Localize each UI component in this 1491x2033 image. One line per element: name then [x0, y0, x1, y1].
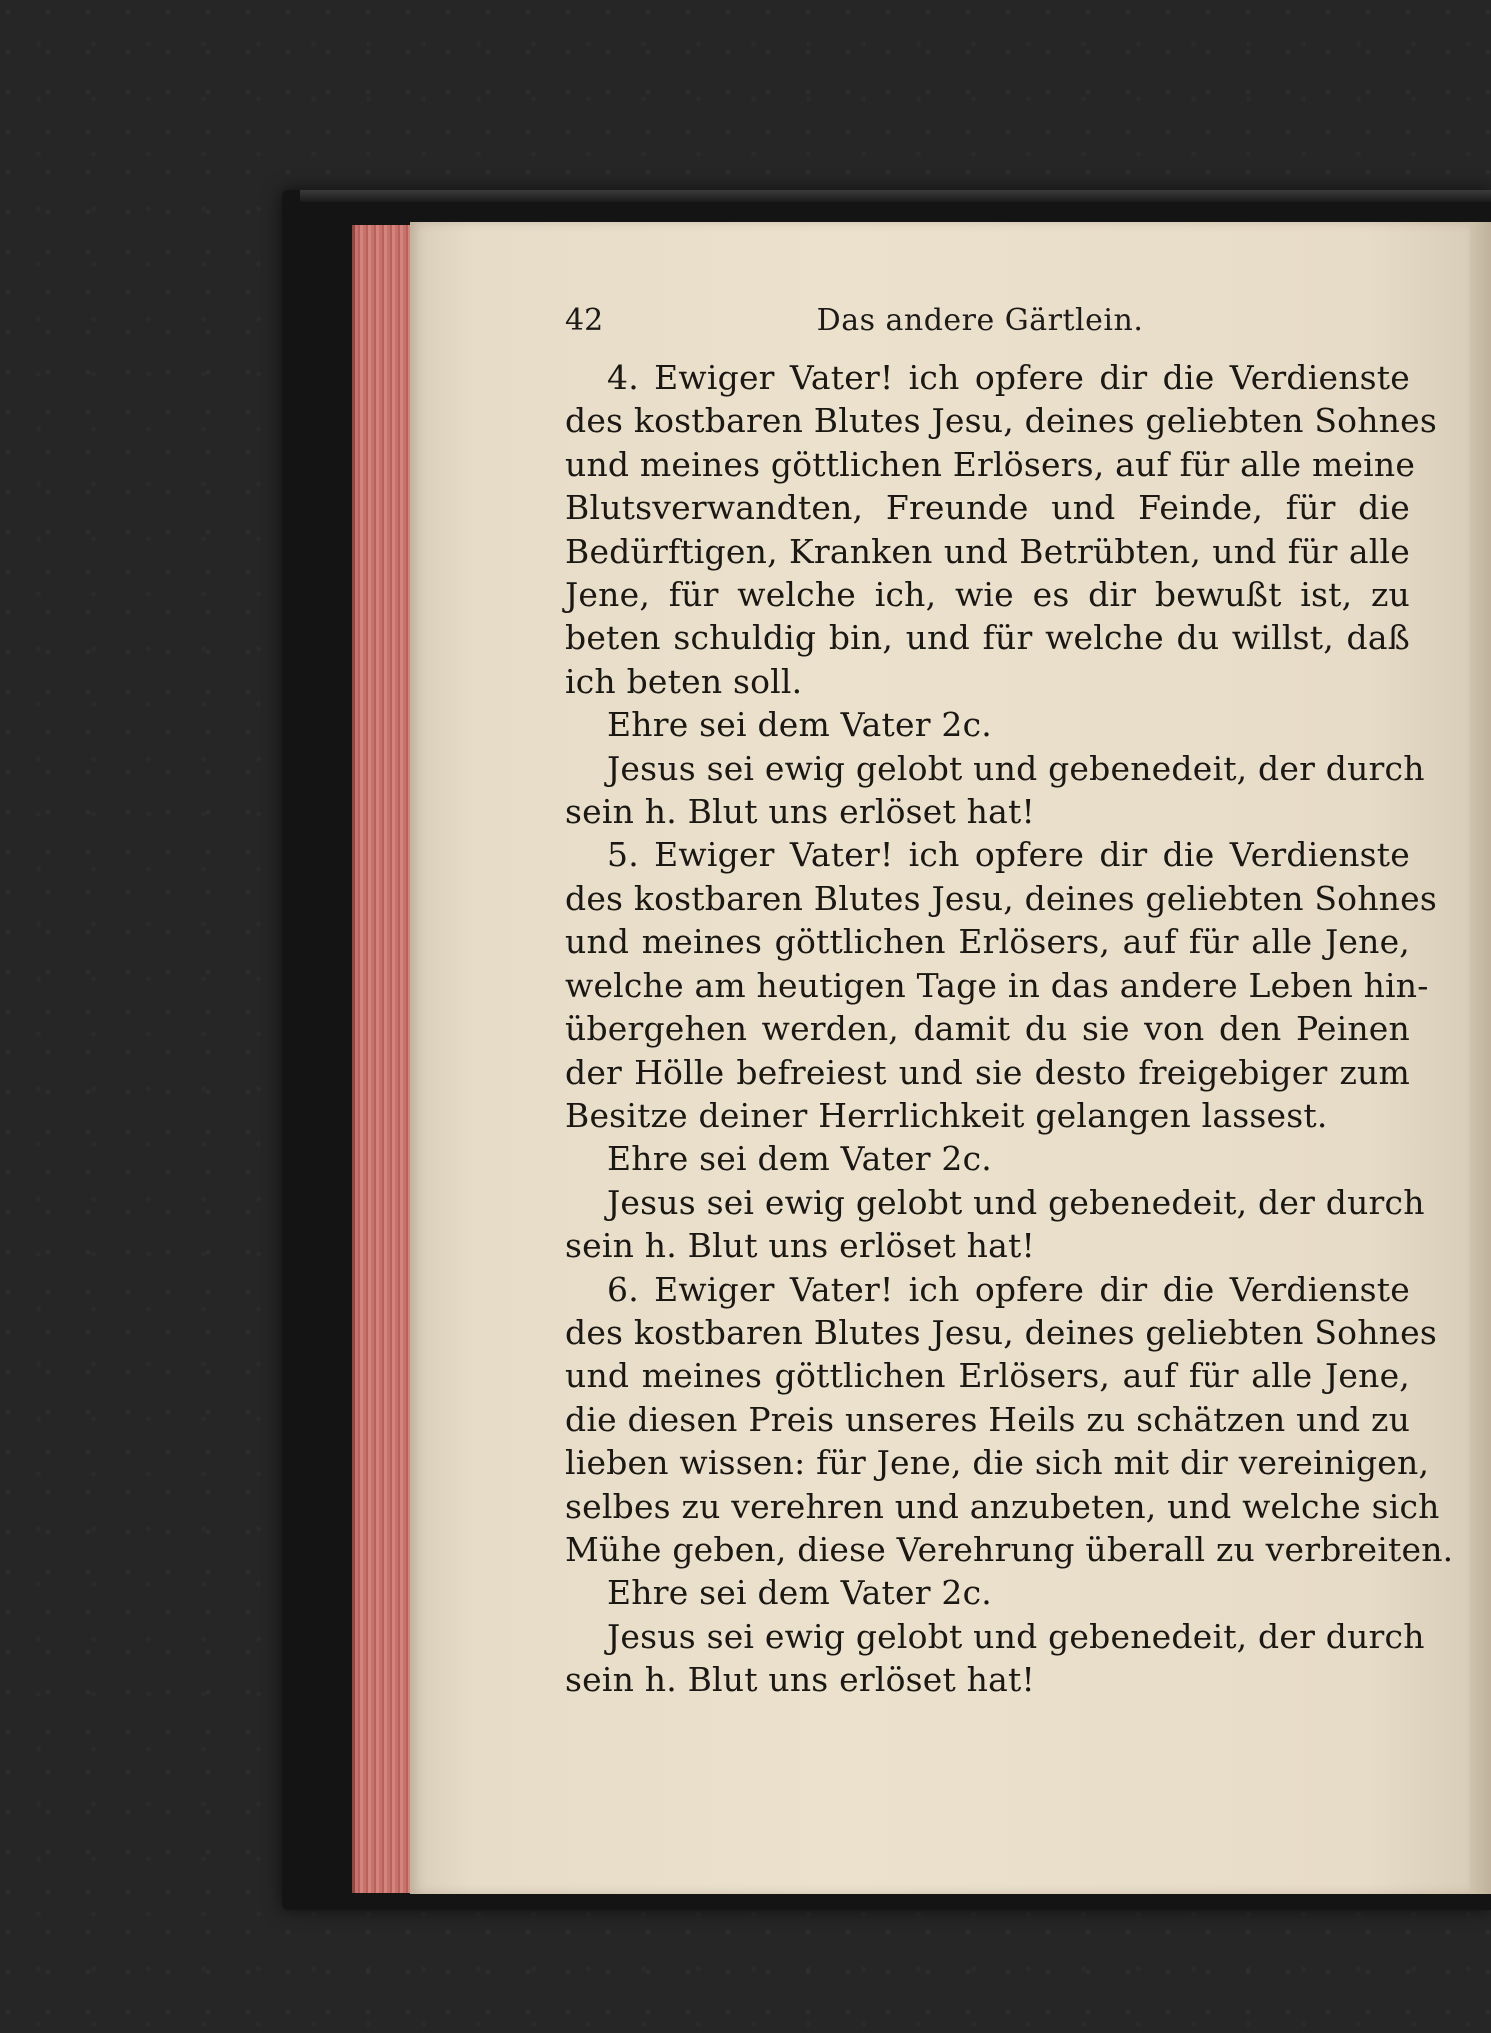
text-line: sein h. Blut uns erlöset hat!	[565, 1660, 1035, 1700]
text-line: des kostbaren Blutes Jesu, deines geliebten Sohnes	[565, 878, 1437, 918]
page-edges	[352, 225, 413, 1893]
text-line: Besitze deiner Herrlichkeit gelangen lassest.	[565, 1095, 1328, 1135]
text-line: und meines göttlichen Erlösers, auf für alle Jene,	[565, 1356, 1410, 1396]
page-header	[565, 303, 1395, 347]
text-line: Jesus sei ewig gelobt und gebenedeit, der durch	[607, 748, 1425, 788]
text-line: und meines göttlichen Erlösers, auf für alle meine	[565, 444, 1416, 484]
text-line: selbes zu verehren und anzubeten, und welche sich	[565, 1486, 1440, 1526]
text-line: Bedürftigen, Kranken und Betrübten, und für alle	[565, 531, 1410, 571]
text-line: 6. Ewiger Vater! ich opfere dir die Verdienste	[607, 1269, 1410, 1309]
text-line: Jesus sei ewig gelobt und gebenedeit, der durch	[607, 1616, 1425, 1656]
text-line: welche am heutigen Tage in das andere Leben hin-	[565, 965, 1429, 1005]
text-line: und meines göttlichen Erlösers, auf für alle Jene,	[565, 922, 1410, 962]
running-head: Das andere Gärtlein.	[816, 303, 1144, 338]
text-line: 4. Ewiger Vater! ich opfere dir die Verdienste	[607, 358, 1410, 397]
text-line: 5. Ewiger Vater! ich opfere dir die Verdienste	[607, 835, 1410, 875]
text-line: lieben wissen: für Jene, die sich mit dir vereinigen,	[565, 1443, 1430, 1483]
text-line: Ehre sei dem Vater 2c.	[607, 705, 992, 745]
body-text	[565, 356, 1454, 1702]
text-line: des kostbaren Blutes Jesu, deines geliebten Sohnes	[565, 1312, 1437, 1352]
text-line: Blutsverwandten, Freunde und Feinde, für die	[565, 488, 1410, 528]
text-line: die diesen Preis unseres Heils zu schätzen und zu	[565, 1399, 1411, 1439]
text-line: sein h. Blut uns erlöset hat!	[565, 792, 1035, 832]
text-line: Mühe geben, diese Verehrung überall zu verbreiten.	[565, 1529, 1454, 1569]
page-fore-edge	[1470, 222, 1491, 1894]
text-line: des kostbaren Blutes Jesu, deines geliebten Sohnes	[565, 401, 1437, 441]
text-line: ich beten soll.	[565, 661, 803, 701]
text-line: beten schuldig bin, und für welche du willst, daß	[565, 618, 1410, 658]
text-line: übergehen werden, damit du sie von den Peinen	[565, 1009, 1410, 1049]
page-number: 42	[565, 303, 604, 338]
cover-edge	[300, 190, 1491, 202]
text-line: Ehre sei dem Vater 2c.	[607, 1573, 992, 1613]
text-line: der Hölle befreiest und sie desto freigebiger zum	[565, 1052, 1410, 1092]
text-line: Jene, für welche ich, wie es dir bewußt ist, zu	[565, 575, 1410, 615]
text-line: sein h. Blut uns erlöset hat!	[565, 1226, 1035, 1266]
text-line: Jesus sei ewig gelobt und gebenedeit, der durch	[607, 1182, 1425, 1222]
text-line: Ehre sei dem Vater 2c.	[607, 1139, 992, 1179]
